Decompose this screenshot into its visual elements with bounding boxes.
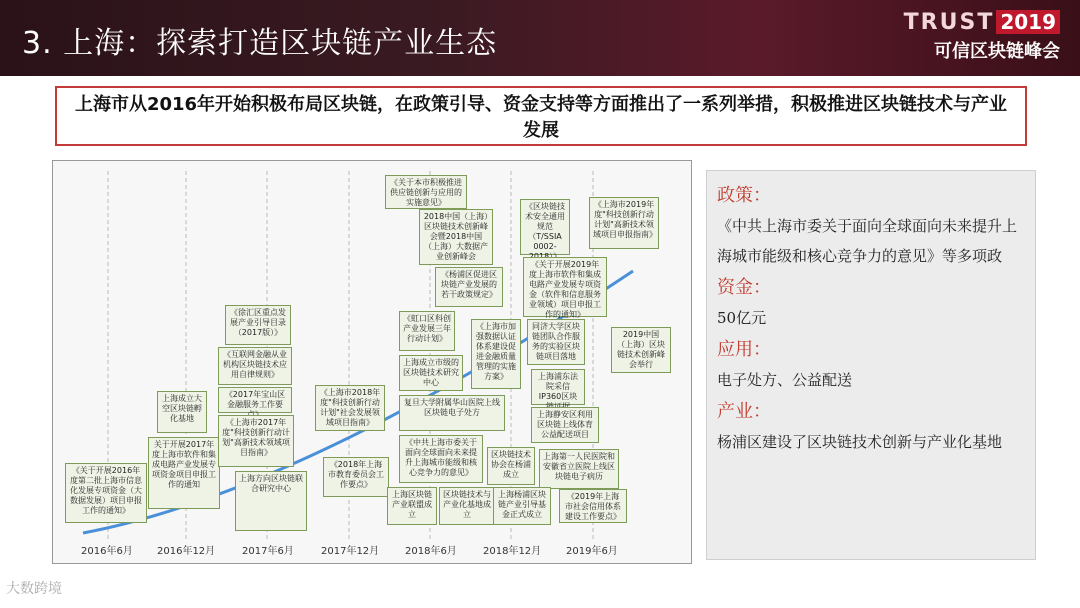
- timeline-event: 上海成立大空区块链孵化基地: [157, 391, 207, 433]
- timeline-event: 《上海市加强数据认证体系建设促进金融质量管理的实施方案》: [471, 319, 521, 389]
- summary-panel: [706, 170, 1036, 560]
- timeline-event: 上海杨浦区块链产业引导基金正式成立: [493, 487, 551, 525]
- fund-text: 50亿元: [717, 309, 767, 327]
- timeline-event: 上海方向区块链联合研究中心: [235, 471, 307, 531]
- tick-label: 2018年6月: [405, 546, 457, 557]
- timeline-event: 关于开展2017年度上海市软件和集成电路产业发展专项资金项目申报工作的通知: [148, 437, 220, 509]
- timeline-event: 上海静安区利用区块链上线体育公益配送项目: [531, 407, 599, 443]
- timeline-event: 2018中国（上海）区块链技术创新峰会暨2018中国（上海）大数据产业创新峰会: [419, 209, 493, 265]
- fund-heading: 资金：: [717, 277, 771, 298]
- timeline-event: 2019中国（上海）区块链技术创新峰会举行: [611, 327, 671, 373]
- tick-label: 2017年6月: [242, 546, 294, 557]
- tick-label: 2018年12月: [483, 546, 542, 557]
- tick-label: 2016年6月: [81, 546, 133, 557]
- timeline-event: 《徐汇区重点发展产业引导目录（2017版）》: [225, 305, 291, 345]
- app-text: 电子处方、公益配送: [717, 371, 853, 389]
- policy-text: 《中共上海市委关于面向全球面向未来提升上海城市能级和核心竞争力的意见》等多项政: [717, 217, 1018, 265]
- timeline-event: 《上海市2019年度"科技创新行动计划"高新技术领域项目申报指南》: [589, 197, 659, 249]
- timeline-event: 同济大学区块链团队合作服务的实验区块链项目落地: [527, 319, 585, 365]
- headline-box: 上海市从2016年开始积极布局区块链，在政策引导、资金支持等方面推出了一系列举措，积极推进区块链技术与产业发展: [55, 86, 1027, 146]
- tick-label: 2017年12月: [321, 546, 380, 557]
- timeline-event: 《2017年宝山区金融服务工作要: [218, 387, 292, 413]
- timeline-event: 区块链技术与产业化基地成立: [439, 487, 495, 525]
- timeline-event: 上海区块链产业联盟成立: [387, 487, 437, 525]
- timeline-event: 《上海市2018年度"科技创新行动计划"社会发展领域项目指南》: [315, 385, 385, 431]
- timeline-event: 区块链技术协会在杨浦成立: [487, 447, 535, 485]
- timeline-event: 上海第一人民医院和安徽省立医院上线区块链电子病历: [539, 449, 619, 489]
- timeline-event: 《上海市2017年度"科技创新行动计划"高新技术领域项目指南》: [218, 415, 294, 467]
- tick-label: 2016年12月: [157, 546, 216, 557]
- industry-text: 杨浦区建设了区块链技术创新与产业化基地: [717, 433, 1003, 451]
- tick-label: 2019年6月: [566, 546, 618, 557]
- timeline-event: 上海浦东法院采信IP360区块: [531, 369, 585, 405]
- footer-text: 大数跨境: [6, 581, 62, 597]
- header-bar: [0, 0, 1080, 76]
- page-title: 3. 上海：探索打造区块链产业生态: [22, 26, 498, 61]
- timeline-event: 《杨浦区促进区块链产业发展的若干政策规定》: [435, 267, 503, 307]
- timeline-panel: [52, 160, 692, 564]
- policy-heading: 政策：: [717, 185, 771, 206]
- timeline-event: 《关于开展2016年度第二批上海市信息化发展专项资金（大数据发展）项目申报工作的通知》: [65, 463, 147, 523]
- brand-sub: 可信区块链峰会: [934, 41, 1060, 62]
- timeline-event: 复旦大学附属华山医院上线区块链电子处方: [399, 395, 505, 431]
- app-heading: 应用：: [717, 339, 771, 360]
- brand-logo: [904, 10, 1060, 63]
- industry-heading: 产业：: [717, 401, 771, 422]
- timeline-event: 《虹口区科创产业发展三年行动计划》: [399, 311, 455, 351]
- timeline-event: 《区块链技术安全通用规范（T/SSIA 0002-: [520, 199, 570, 255]
- timeline-event: 《互联网金融从业机构区块链技术应用自律规则》: [218, 347, 292, 385]
- timeline-event: 《关于开展2019年度上海市软件和集成电路产业发展专项资金（软件和信息服务业领域）项目申报工作的通知》: [523, 257, 607, 317]
- timeline-event: 《2018年上海市教育委员会工作要点》: [323, 457, 389, 497]
- timeline-event: 上海成立市级的区块链技术研究中心: [399, 355, 463, 391]
- brand-year: 2019: [996, 10, 1060, 34]
- timeline-event: 《2019年上海市社会信用体系建设工作要点》: [559, 489, 627, 523]
- timeline-event: 《关于本市积极推进供应链创新与应用的实施意见》: [385, 175, 467, 209]
- footer-logo: [6, 578, 62, 598]
- brand-trust: TRUST: [903, 10, 995, 35]
- timeline-event: 《中共上海市委关于面向全球面向未来提升上海城市能级和核心竞争力的意见》: [399, 435, 483, 483]
